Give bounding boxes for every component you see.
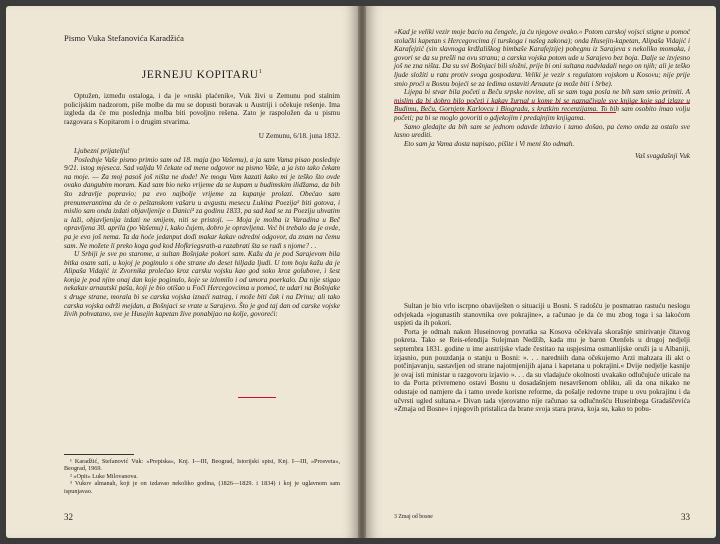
running-head: Pismo Vuka Stefanovića Karadžića <box>64 33 184 43</box>
intro-paragraph: Optužen, između ostaloga, i da je »ruski plaćenik«, Vuk živi u Zemunu pod stalnim policijskim nadzorom, piše molbe da mu se dopusti boravak u Austriji i očekuje rešenje. Ima izgleda da će mu poslednja molba biti povoljno rešena. Zato je raspoložen da u pismu razgovara s Kopitarom i o drugim stvarima. <box>64 92 340 126</box>
page-title <box>64 69 340 81</box>
intro-block <box>64 92 340 319</box>
book-gutter <box>358 6 366 538</box>
red-underline-foci <box>238 397 276 398</box>
commentary-block <box>394 302 690 414</box>
left-page <box>6 6 358 538</box>
red-underline-line-1 <box>394 103 690 104</box>
salutation: Ljubezni prijatelju! <box>74 146 130 155</box>
letter-paragraph-3: »Kad je veliki vezir moje bacio na čengele, ja ću njegove ovako.« Potom carskoj vojsci stigne u pomoć stolački kapetan s Hercegovcima (i turskoga i našeg zakona); onda Husejin-kapetan, Alipaša Vidajić i Karafejzić (sin slavnoga krdžališkog bimbaše Karafejzije) pobegnu iz Sarajeva s nekoliko momaka, i govori se da su prešli na ovu stranu; a carska vojska potom ude u Sarajevo bez boja. Dalje se izvjesno još ne zna ništa. Da su svi Bošnjaci bili složni, prije bi oni sultana nadvladali nego on njih; ali je teško ljude složiti u ratu protiv svoga gospodara. Veliki je vezir s regulatom vojskom u Kosovu; nije prije smio proći u Bosnu bojeći se za ledima ostaviti Arnaute (a može biti i Srbe). <box>394 28 690 88</box>
letter-continuation <box>394 28 690 161</box>
footnote-2: ² »Opit« Luke Milovanova. <box>70 472 138 480</box>
commentary-paragraph-1: Sultan je bio vrlo iscrpno obaviješten o situaciji u Bosni. S radošću je posmatrao rastuću neslogu odvjekada »jogunastih stanovnika ove pokrajine«, a računao je da će mu zbog toga i sa lakoćom uspjeti da ih pokori. <box>394 302 690 328</box>
title-footnote-marker: 1 <box>258 69 263 76</box>
letter-paragraph-6: Eto sam ja Vama dosta napisao, pišite i Vi meni što odmah. <box>404 139 575 148</box>
letter-paragraph-2: U Srbiji je sve po starome, a sultan Bošnjake pokori sam. Kažu da je pod Sarajevom bila bitka osam sati, u kojoj je poginulo s obe strane do deset hiljada ljudi. U tom boju kažu da je Alipaša Vidajić iz Zvornika prolečao kroz carsku vojsku kao god soko kroz golubove, i šest konja je pod njim onaj dan koje poginulo, koje se izlomilo i od umora poerkalo. Da nije stigao nekakav arnautski paša, koji je bio otišao u Foči Hercegovcima u pomoć, te udari na Bošnjake s druge strane, morala bi se carska vojska iznaći natrag, i može biti čak i na Drinu; ali tako carska vojska održi mejdan, a Bošnjaci se vrate u Sarajevo. Što je god taj dan od carske vojske živih pohvatano, sve je Husejin kapetan žive ponabijao na kolje, govoreći: <box>64 250 340 319</box>
footnote-3: ³ Vukov almanah, koji je on izdavao nekoliko godina, (1826—1829. i 1834) i koj je uglavnom sam ispunjavao. <box>64 480 340 495</box>
dateline: U Zemunu, 6/18. juna 1832. <box>258 132 340 141</box>
page-number-left: 32 <box>64 512 73 522</box>
footnotes <box>64 458 340 495</box>
letter-paragraph-5: Samo gledajte da bih sam se jednom odavde izbavio i tamo došao, pa ćemo onda za ostalo sve lasno urediti. <box>394 122 690 140</box>
footer-note: 3 Zmaj od bosne <box>394 514 433 520</box>
page-number-right: 33 <box>681 512 690 522</box>
letter-paragraph-4: Lijepa bi stvar bila početi u Beču srpske novine, ali se sam toga posla ne bih sam smio primiti. A mislim da bi dobro bilo početi i kakav žurnal u kome bi se naznačivale sve knjige koje sad izlaze u Budimu, Beču, Gornjem Karlovcu i Biogradu, s kratkim recenzijama. To bih sam osobito imao volju početi; pa bi se moglo govoriti o gdjekojim i predajnjim knjigama. <box>394 88 690 122</box>
red-underline-line-2 <box>394 112 616 113</box>
commentary-paragraph-2: Porta je odmah nakon Huseinovog povratka sa Kosova očekivala skorašnje smirivanje čitavog pokreta. Tako se Reis-efendija Sulejman Nedžib, kada mu je baron Otenfels u drugoj nedjelji septembra 1831. godine u ime austrijske vlade čestitao na uspjesima osmanlijske oruži ja u Albaniji, izjasnio, pun pouzdanja o stanju u Bosni: ». . . naredniih dana očekujemo Arzi mahzara ili akt o potčinjavanju, sastavljen od strane najotmjenijih ajana i kapetana u pokrajini.« Dvije nedjelje kasnije je ovaj isti ministar u razgovoru izjavio ». . . da su vladajuće okolnosti uvakako odlučujuće uticale na to da Porta privremeno ostavi Bosnu u dosadašnjem nesavršenom obliku, ali da ona nikako ne odustaje od namjere da i tamo uvede korisne reforme, da pošalje redovne trupe u ovu pokrajinu i da učvrsti ugled sultana.« Divan tada vjerovatno nije računao sa odlučnošću Huseinbega Gradaščevića »Zmaja od Bosne« i njegovih pristalica da brane svoja stara prava, koja su, kako to pobu- <box>394 327 690 414</box>
footnote-1: ¹ Karadžić, Stefanović Vuk: »Prepiska«, Knj. I—III, Beograd, Istorijski spisi, Knj. I—III, »Prosveta«, Beograd, 1969. <box>64 458 340 473</box>
signoff: Vaš svagdašnji Vuk <box>635 152 690 161</box>
letter-paragraph-1: Poslednje Vaše pismo primio sam od 18. maja (po Vašemu), a ja sam Vama pisao poslednje 9/21. istog mjeseca. Sad valjda Vi čekate od mene odgovor na pismo Vaše, a ja isto tako čekam na moje. — Za moj pasoš još ništa ne dođe! Ne mogu Vam kazati kako mi je teško što ovde ovako dangubim moram. Kad sam bio neko vrijeme da se kupam u budimskim ilidžama, da bih što zdravlje popravio; pa evo najbolje vrijeme za kupanje prolazi. Obećao sam prenumerantima da će o peštanskom vašaru u avgustu mesecu Lukina Poezija² biti gotova, i mislio sam onda izdati objavljenije o Danici³ za godinu 1833, pa sad kad se za Poeziju uhvatim u laži, objavljenija izdati ne smijem, niti se pristoji. — Moja je molba iz Varadina u Beč opravljena 30. aprila (po Vašemu) i, kako čujem, dobro je opravljena. Već bi trebalo da je ovde, pa je evo još nema. Ta da hoće jedanput dođi makar kakav odredni odgovor, da znam na čemu sam. Ne možete li preko koga god kod Hofkriegsrath-a razabrati šta se radi s njome? . . <box>64 155 340 250</box>
right-page <box>366 6 716 538</box>
footnote-rule <box>64 454 134 455</box>
title-text: JERNEJU KOPITARU <box>141 69 259 81</box>
